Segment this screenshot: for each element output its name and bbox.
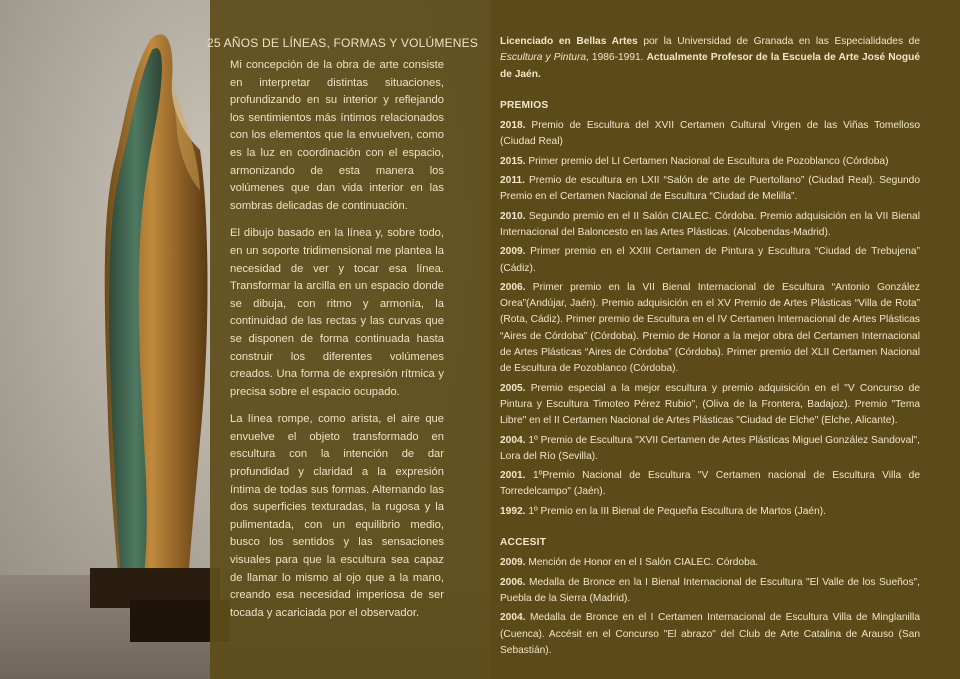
award-entry	[500, 118, 920, 151]
accesit-year: 2006.	[500, 576, 526, 588]
award-text: Premio especial a la mejor escultura y premio adquisición en el "V Concurso de Pintura y Escultura Timoteo Pérez Rubio", (Oliva de la Frontera, Badajoz). Premio "Tema Libre" en el II Certamen Nacional de Artes Plásticas "Ciudad de Elche" (Elche, Alicante).	[500, 382, 920, 427]
premios-heading: PREMIOS	[500, 99, 549, 111]
accesit-entry	[500, 555, 920, 571]
biography-column	[500, 34, 920, 662]
award-entry	[500, 468, 920, 501]
award-text: Primer premio en el XXIII Certamen de Pintura y Escultura “Ciudad de Trebujena” (Cádiz).	[500, 246, 920, 274]
award-year: 2009.	[500, 246, 526, 258]
statement-paragraph: El dibujo basado en la línea y, sobre todo, en un soporte tridimensional me plantea la necesidad de ver y tocar esa línea. Transformar la arcilla en un espacio donde se dibuja, con ritmo y armonía, la continuidad de las rectas y las curvas que se disponen de forma continuada hasta construir los diferentes volúmenes creados. Una forma de expresión rítmica y precisa sobre el espacio ocupado.	[230, 227, 444, 398]
statement-paragraph: Mi concepción de la obra de arte consiste en interpretar distintas situaciones, profundizando en su interior y reflejando los sentimientos más íntimos relacionados con los elementos que la envuelven, como es la luz en coordinación con el espacio, armonizando de esta manera los volúmenes que dan vida interior en las sombras delicadas de continuación.	[230, 59, 444, 212]
award-year: 2010.	[500, 210, 526, 222]
accesit-year: 2009.	[500, 557, 526, 569]
years-text: , 1986-1991.	[586, 52, 647, 64]
current-position-text: Actualmente Profesor de la Escuela de Arte José Nogué de Jaén.	[500, 52, 920, 80]
award-text: Premio de Escultura del XVII Certamen Cultural Virgen de las Viñas Tomelloso (Ciudad Real)	[500, 120, 920, 148]
award-year: 2001.	[500, 470, 526, 482]
accesit-text: Medalla de Bronce en el I Certamen Internacional de Escultura Villa de Minglanilla (Cuenca). Accésit en el Concurso "El abrazo" del Club de Arte Catalina de Arauso (San Sebastián).	[500, 612, 920, 656]
accesit-year: 2004.	[500, 612, 526, 624]
accesit-heading: ACCESIT	[500, 537, 547, 549]
award-text: Premio de escultura en LXII “Salón de arte de Puertollano” (Ciudad Real). Segundo Premio en el Certamen Nacional de Escultura “Ciudad de Melilla”.	[500, 175, 920, 203]
award-entry	[500, 381, 920, 430]
award-entry	[500, 433, 920, 466]
accesit-entry	[500, 610, 920, 659]
degree-text: Licenciado en Bellas Artes	[500, 36, 638, 47]
award-text: Primer premio en la VII Bienal Internacional de Escultura “Antonio González Orea”(Andújar, Jaén). Premio adquisición en el XV Premio de Artes Plásticas “Villa de Rota” (Rota, Cádiz). Primer premio de Escultura en el IV Certamen Internacional de Artes Plásticas “Aires de Córdoba” (Córdoba). Premio de Honor a la mejor obra del Certamen Internacional de Artes Plásticas “Aires de Córdoba” (Córdoba). Primer premio del XLII Certamen Nacional de Escultura de Pozoblanco (Córdoba).	[500, 281, 920, 375]
artist-statement	[230, 57, 444, 632]
accesit-text: Mención de Honor en el I Salón CIALEC. Córdoba.	[525, 557, 759, 569]
award-year: 1992.	[500, 505, 526, 517]
university-text: por la Universidad de Granada en las Especialidades de	[637, 36, 920, 47]
award-year: 2005.	[500, 382, 526, 394]
bio-paragraph	[500, 34, 920, 83]
award-year: 2015.	[500, 155, 526, 167]
statement-paragraph: La línea rompe, como arista, el aire que envuelve el objeto transformado en escultura con la intención de dar profundidad y claridad a la expresión íntima de todas sus formas. Alternando las dos superficies texturadas, la rugosa y la pulimentada, con un equilibrio medio, busco los sentidos y las sensaciones visuales para que la escultura sea capaz de llamar lo mismo al ojo que a la mano, creando esa necesidad imperiosa de ser tocada y acariciada por el observador.	[230, 413, 444, 619]
award-text: Segundo premio en el II Salón CIALEC. Córdoba. Premio adquisición en la VII Bienal Internacional del Baloncesto en las Artes Plásticas. (Alcobendas-Madrid).	[500, 210, 920, 238]
award-entry	[500, 209, 920, 242]
award-entry	[500, 173, 920, 206]
page-title: 25 AÑOS DE LÍNEAS, FORMAS Y VOLÚMENES	[207, 36, 479, 50]
award-entry	[500, 504, 920, 520]
award-text: 1ºPremio Nacional de Escultura "V Certamen nacional de Escultura Villa de Torredelcampo" (Jaén).	[500, 470, 920, 498]
award-text: 1º Premio en la III Bienal de Pequeña Escultura de Martos (Jaén).	[525, 505, 826, 517]
award-entry	[500, 244, 920, 277]
award-text: 1º Premio de Escultura "XVII Certamen de Artes Plásticas Miguel González Sandoval", Lora del Río (Sevilla).	[500, 434, 920, 462]
award-text: Primer premio del LI Certamen Nacional de Escultura de Pozoblanco (Córdoba)	[525, 155, 889, 167]
award-year: 2018.	[500, 120, 526, 132]
award-entry	[500, 280, 920, 378]
award-year: 2006.	[500, 281, 526, 293]
award-year: 2004.	[500, 434, 526, 446]
accesit-entry	[500, 575, 920, 608]
accesit-text: Medalla de Bronce en la I Bienal Internacional de Escultura "El Valle de los Sueños", Puebla de la Sierra (Madrid).	[500, 576, 920, 604]
specialty-text: Escultura y Pintura	[500, 52, 587, 64]
award-entry	[500, 154, 920, 170]
award-year: 2011.	[500, 175, 525, 187]
